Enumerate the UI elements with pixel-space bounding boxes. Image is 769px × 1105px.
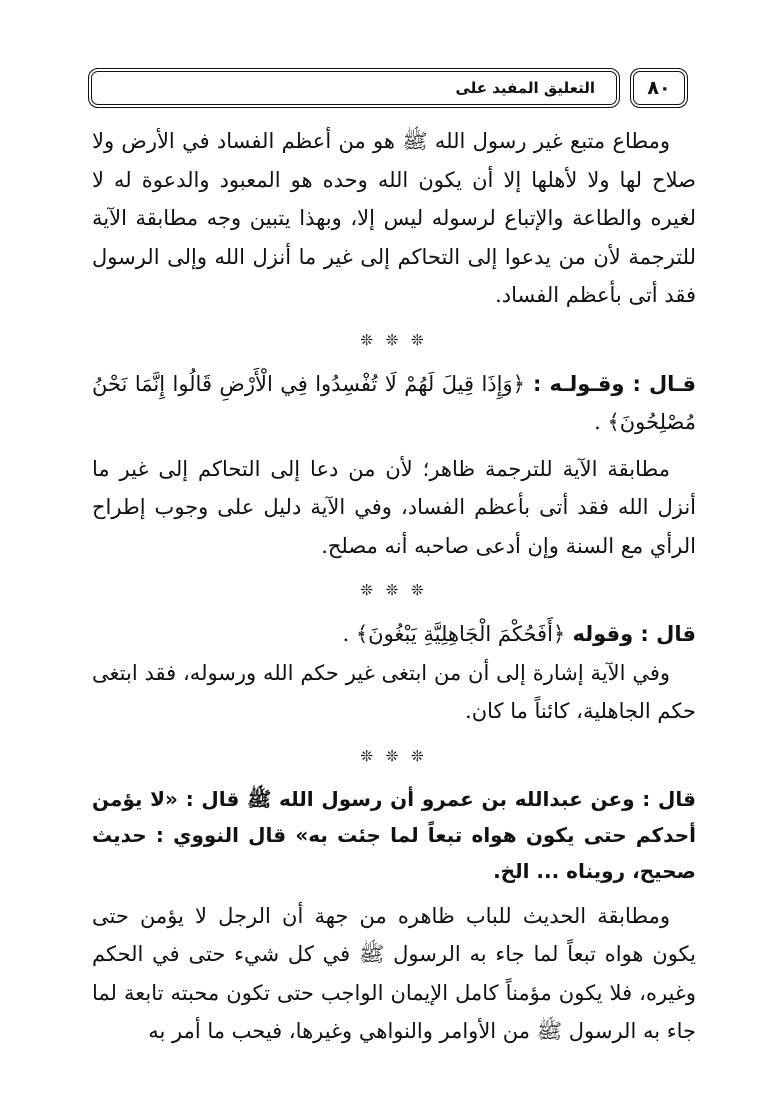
paragraph-1: ومطاع متبع غير رسول الله ﷺ هو من أعظم الفساد في الأرض ولا صلاح لها ولا لأهلها إلا أن يكون الله وحده هو المعبود والدعوة له لا لغيره والطاعة والإتباع لرسوله ليس إلا، وبهذا يتبين وجه مطابقة الآية للترجمة لأن من يدعوا إلى التحاكم إلى غير ما أنزل الله وإلى الرسول فقد أتى بأعظم الفساد. [92,129,696,307]
book-title-frame [88,68,620,108]
quran-verse-1: ﴿وَإِذَا قِيلَ لَهُمْ لَا تُفْسِدُوا فِي الْأَرْضِ قَالُوا إِنَّمَا نَحْنُ مُصْلِحُونَ﴾ . [92,371,696,434]
section-separator: ❊ ❊ ❊ [360,330,428,349]
page-number-frame [630,68,688,108]
quran-verse-2: ﴿أَفَحُكْمَ الْجَاهِلِيَّةِ يَبْغُونَ﴾ . [342,622,566,646]
quote-1-label: قـال : وقـولـه : [524,371,696,396]
section-separator: ❊ ❊ ❊ [360,746,428,765]
section-separator: ❊ ❊ ❊ [360,581,428,599]
paragraph-4: ومطابقة الحديث للباب ظاهره من جهة أن الرجل لا يؤمن حتى يكون هواه تبعاً لما جاء به الرسول ﷺ في كل شيء حتى في الحكم وغيره، فلا يكون مؤمناً كامل الإيمان الواجب حتى تكون محبته تابعة لما جاء به الرسول ﷺ من الأوامر والنواهي وغيرها، فيحب ما أمر به [92,903,696,1043]
hadith-quote: قال : وعن عبدالله بن عمرو أن رسول الله ﷺ قال : «لا يؤمن أحدكم حتى يكون هواه تبعاً لما جئت به» قال النووي : حديث صحيح، رويناه ... الخ. [92,786,696,883]
page-header [88,68,688,110]
page-number: ٨٠ [647,77,671,99]
quote-2 [92,615,696,654]
page-body [92,122,696,1051]
quote-2-label: قال : وقوله [565,622,696,646]
quote-1 [92,365,696,442]
paragraph-2: مطابقة الآية للترجمة ظاهر؛ لأن من دعا إلى التحاكم إلى غير ما أنزل الله فقد أتى بأعظم الفساد، وفي الآية دليل على وجوب إطراح الرأي مع السنة وإن أدعى صاحبه أنه مصلح. [92,456,696,558]
book-title: التعليق المفيد على [455,79,595,97]
paragraph-3: وفي الآية إشارة إلى أن من ابتغى غير حكم الله ورسوله، فقد ابتغى حكم الجاهلية، كائناً ما كان. [92,660,696,723]
